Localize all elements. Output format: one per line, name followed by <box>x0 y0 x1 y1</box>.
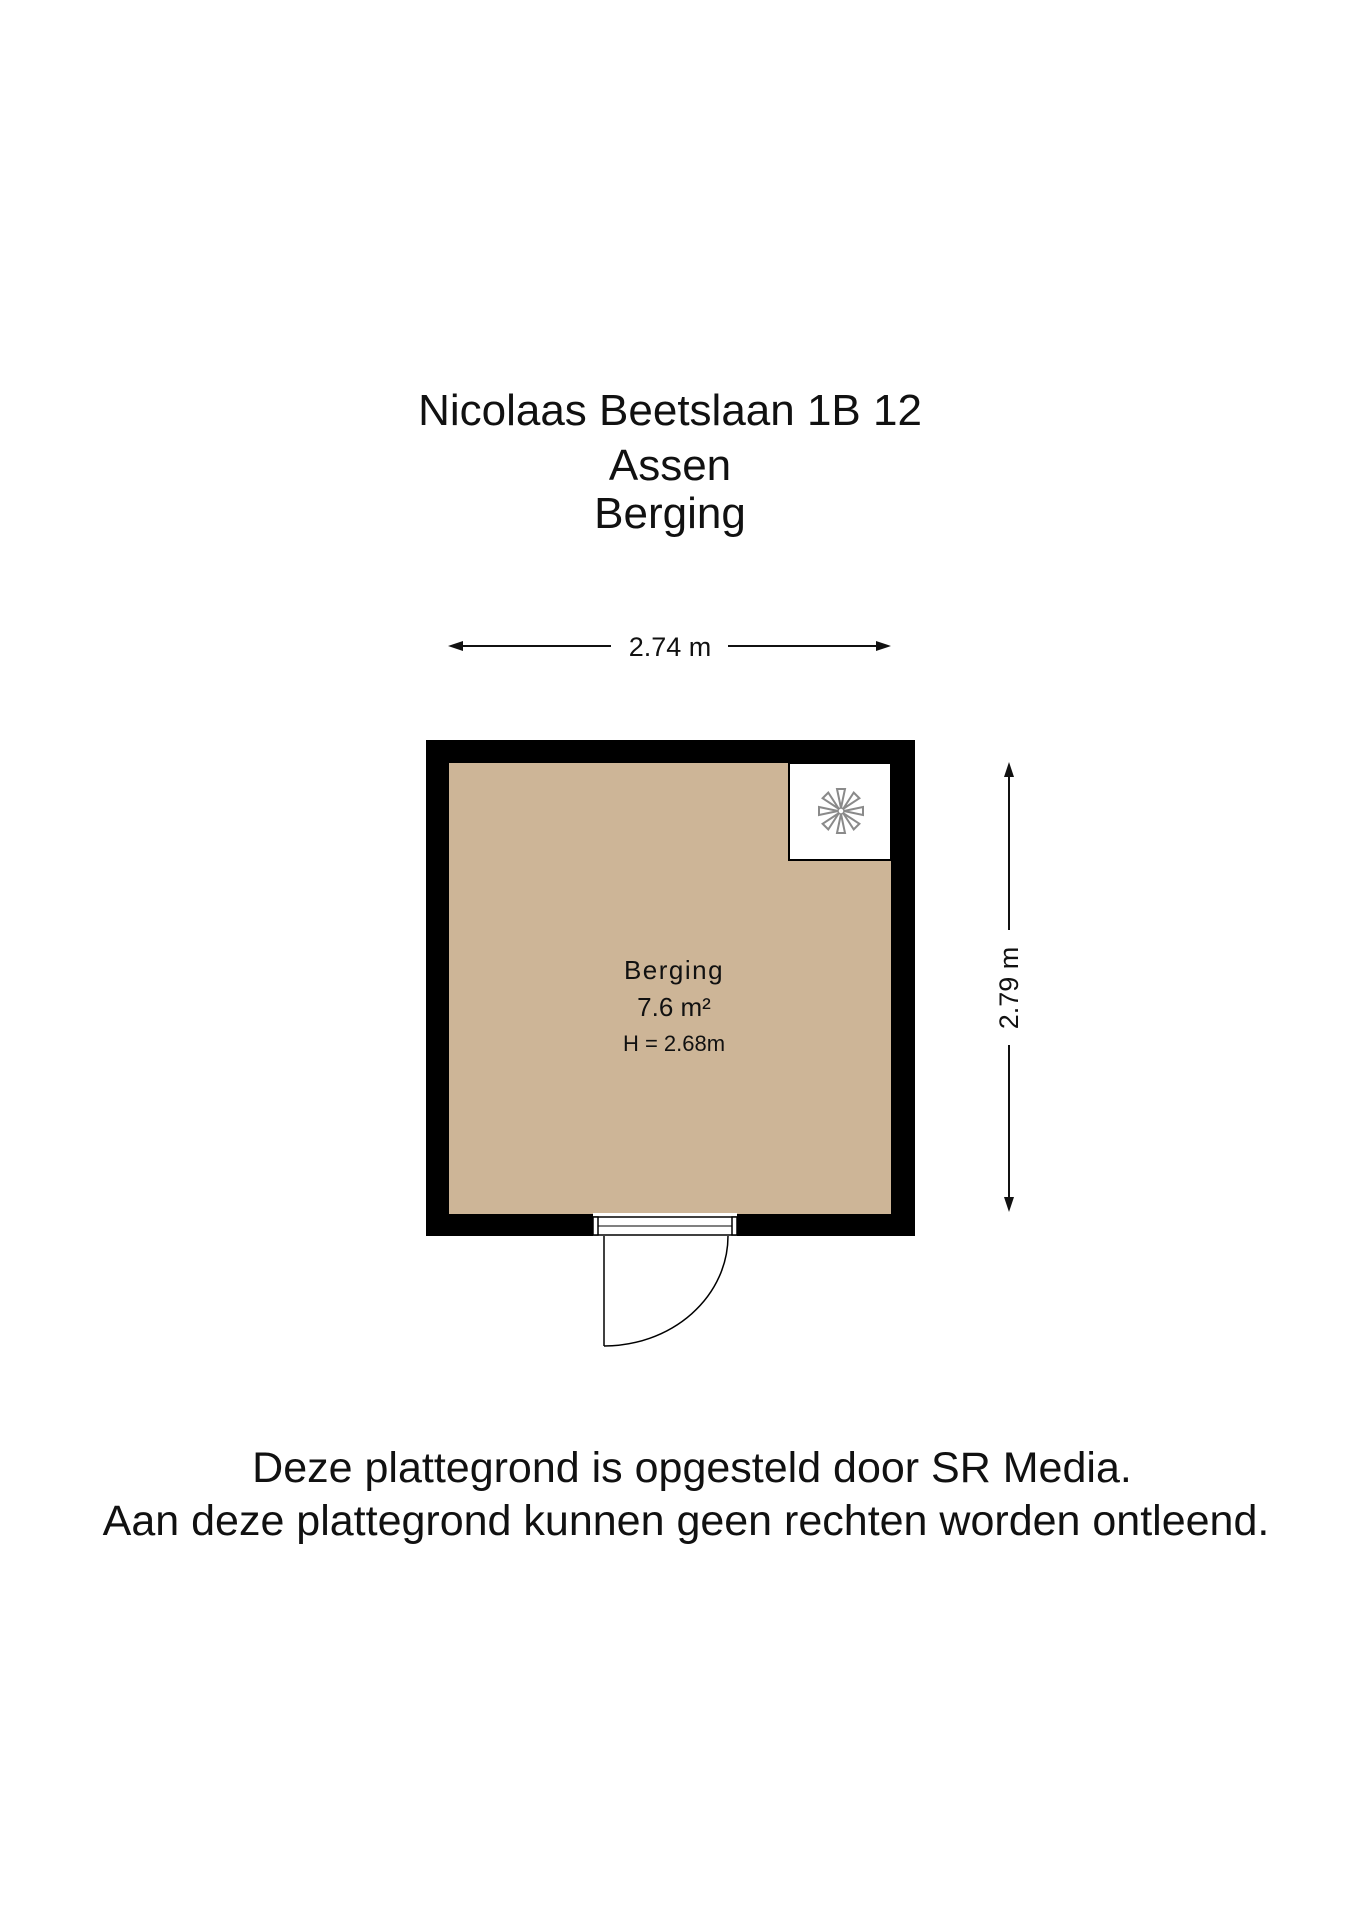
fixture-box <box>789 763 891 860</box>
door <box>593 1213 737 1346</box>
depth-arrow-bottom <box>1004 1197 1014 1212</box>
door-swing-arc <box>604 1236 728 1346</box>
width-arrow-right <box>876 641 891 651</box>
room-name: Berging <box>623 955 725 985</box>
header <box>418 386 922 538</box>
disclaimer-line-2: Aan deze plattegrond kunnen geen rechten worden ontleend. <box>102 1497 1270 1545</box>
room-height: H = 2.68m <box>622 1031 726 1056</box>
depth-dimension <box>994 762 1024 1212</box>
width-dimension <box>448 632 891 662</box>
door-jamb-right <box>732 1217 737 1235</box>
address-title: Nicolaas Beetslaan 1B 12 <box>418 386 922 435</box>
depth-arrow-top <box>1004 762 1014 777</box>
room-area: 7.6 m² <box>637 992 711 1022</box>
depth-label: 2.79 m <box>994 946 1024 1030</box>
disclaimer <box>103 1444 1270 1545</box>
room-berging <box>426 740 915 1346</box>
disclaimer-line-1: Deze plattegrond is opgesteld door SR Media. <box>252 1444 1132 1492</box>
width-label: 2.74 m <box>628 632 712 662</box>
city-title: Assen <box>608 441 732 490</box>
floor-title: Berging <box>594 489 746 538</box>
door-jamb-left <box>593 1217 598 1235</box>
width-arrow-left <box>448 641 463 651</box>
